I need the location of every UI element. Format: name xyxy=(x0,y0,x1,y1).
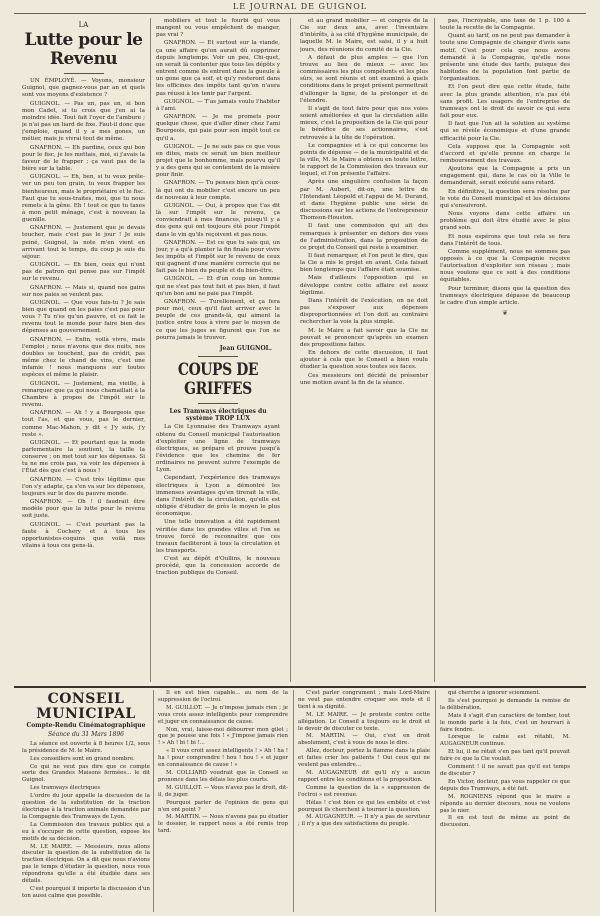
paragraph: M. MARTIN. — Oui, c'est en droit absolument, c'est à vous de nous le dire. xyxy=(298,733,430,747)
article-body-lutte-cont xyxy=(156,18,280,342)
paragraph: Dans l'intérêt de l'exécution, on ne doit pas s'exposer aux dépenses disproportionnées et l'on doit au contraire rechercher la voie la plus simple. xyxy=(300,297,428,326)
paragraph: Ils s'est pourquoi je demande la remise de la délibération. xyxy=(440,697,570,711)
paragraph: GNAFRON. — Oh ! il faudrait être modèle pour que la lutte pour le revenu soit juste. xyxy=(22,499,145,520)
paragraph: Les tramways électriques xyxy=(30,785,101,792)
paragraph: GUIGNOL. — Que vous fais-tu ? Je sais bien que quand on les paies c'est pas pour vous ? Tu n'es qu'un pauvre, et ce fait le revenu tout le monde pour faire bien des dépenses au gouvernement. xyxy=(22,299,145,335)
column-divider xyxy=(435,690,436,912)
paragraph: mobiliers et tout le fourbi qui vous mangent ou vous empêchent de manger, pas vrai ? xyxy=(156,18,280,39)
paragraph: GNAFRON. — C'est très légitime que l'on s'y adapte, ça s'en va sur les dépenses, toujours sur le dos du pauvre monde. xyxy=(22,476,145,497)
paragraph: M. le Maire a fait savoir que la Cie ne pouvait se prononcer qu'après un examen des propositions faites. xyxy=(300,327,428,348)
paragraph: A défaut de plus amples — que l'on trouve au lieu de mieux — avec les commissaires les plus compétents et les plus sûrs, se sont réunis et ont examiné à quels conditions dans le projet présent permettrait d'allonger la ligne, de la prolonger et de l'étendre. xyxy=(300,54,428,104)
bottom-column-4 xyxy=(440,690,570,912)
article-body-conseil-4 xyxy=(440,690,570,829)
paragraph: Le compagnies et à ce qui concerne les points de dépense — de la municipalité et de la ville, M. le Maire a obtenu en toute lettre, le rapport de la Commission des travaux sur lequel, et l'on présente l'affaire. xyxy=(300,142,428,178)
article-title-conseil: CONSEIL MUNICIPAL xyxy=(36,691,136,722)
paragraph: Hélas ! c'est bien ce qui les embête et c'est pourquoi ils cherchent à tourner la question. xyxy=(298,799,430,813)
column-divider xyxy=(434,18,435,682)
paragraph: Il faut une commission qui ait des remarques à présenter en dehors des vues de l'administration, dans la proposition de ce projet du Conseil qui reste à examiner. xyxy=(300,223,428,251)
paragraph: M. LE MAIRE. — Je proteste contre cette allégation. Le Conseil a toujours eu le droit et le devoir de discuter ce texte. xyxy=(298,711,430,732)
bottom-column-1 xyxy=(22,690,150,912)
paragraph: Il s'agit de tout faire pour que nos voies soient améliorées et que la circulation aille mieux, c'est la proposition de la Cie qui pour le bénéfice de ses actionnaires, s'est retrouvée à la tête de l'opération. xyxy=(300,105,428,141)
paragraph: GUIGNOL. — Je ne sais pas ce que vous en dites, mais ce serait un bien meilleur projet que le bonhomme, mais pourvu qu'il y a des gens qui se contentent de la misère pour finir. xyxy=(156,143,280,179)
running-head: LE JOURNAL DE GUIGNOL xyxy=(232,2,368,11)
section-letter: LA xyxy=(78,21,89,29)
article-body-conseil-3 xyxy=(298,690,430,828)
paragraph: GUIGNOL. — Eh, ben, si tu veux préle-ver un peu ton grain, tu veux frapper les bienheureux, mais le propriétaire et le fisc. Faut que tu sous-traites, moi, que tu nous remets à la gêne. Eh ! tout ce que tu taxes à mon petit ménage, c'est à nouveau la guenille. xyxy=(22,174,145,224)
paragraph: GUIGNOL. — C'est pourtant pas la faute à Cochery et à tous les opportunistes-coquins que voilà mes vilains à tous ces gens-là. xyxy=(22,521,145,549)
paragraph: Comme supplément, nous ne sommes pas opposés à ce que la Compagnie reçoive l'autorisation d'exploiter son réseau ; mais nous voulons que ce soit à des conditions équitables. xyxy=(440,248,570,284)
paragraph: M. GUILLOT. — Je n'impose jamais rien ; je vous crois assez intelligents pour comprendre et juger en connaissance de cause. xyxy=(158,704,288,725)
paragraph: C'est pourquoi il importe la discussion d'un ton aussi calme que possible. xyxy=(22,885,150,899)
paragraph: GUIGNOL. — Eh bien, ceux qui n'ont pas de patron qui pense pas sur l'impôt sur le revenu. xyxy=(22,262,145,283)
bottom-column-2 xyxy=(158,690,288,912)
paragraph: GNAFRON. — Et surtout sur la viande, ça une affaire qu'on aurait dû supprimer depuis longtemps. Voir un peu, Chi-quet, on serait là contenter que tous les dépôts y entrent comme ils entrent dans la gueule à un gone que ça soif, et qu'y resteront dans les officines des impôts tant qu'on n'aura pas réussi à les tenir par l'argent. xyxy=(156,40,280,97)
paragraph: Mais il s'agit d'un caractère de tomber, tout le monde parle à la fois, c'est un hourvari à faire fendre. xyxy=(440,712,570,733)
paragraph: La Cie Lyonnaise des Tramways ayant obtenu du Conseil municipal l'autorisation d'exploiter une ligne de tramways électriques, se prépare et prouve jusqu'à l'évidence que les chemins de fer ordinaires ne peuvent suivre l'exemple de Lyon. xyxy=(156,424,280,474)
paragraph: Une telle innovation a été rapidement vérifiée dans les grandes villes et l'on se trouve forcé de reconnaître que ces travaux faciliteront à tous la circulation et les transports. xyxy=(156,519,280,554)
article-body-lutte xyxy=(22,78,145,550)
paragraph: GUIGNOL. — Et pourtant que la mode parlementaire la soutient, la taille la conserve ; on met tout sur les dépenses. Si tu ne me crois pas, va voir les dépenses à l'État dès que c'est à nous ! xyxy=(22,439,145,475)
column-divider xyxy=(150,18,151,682)
paragraph: Après une singulière confusion la façon par M. Aubert, dit-on, une lettre de l'Intendant Léopold et l'appui de M. Durand, et dans l'hygiène public une série de discussions sur les actions de l'entrepreneur Thomson-Houston. xyxy=(300,179,428,222)
separator-rule xyxy=(198,356,238,357)
paragraph: Ajoutons que la Compagnie a pris un engagement qui, dans le cas où la Ville le demanderait, serait exécuté sans retard. xyxy=(440,166,570,187)
paragraph: M. MARTIN. — Nous n'avons pas pu étudier le dossier, le rapport nous a été remis trop tard. xyxy=(158,814,288,835)
paragraph: Lorsque le calme est rétabli, M. AUGAGNEUR continue. xyxy=(440,734,570,748)
article-body-coups-cont xyxy=(300,18,428,387)
signature: Jean GUIGNOL. xyxy=(219,344,272,352)
paragraph: M. AUGAGNEUR. — Il n'y a pas de serviteur ; il n'y a que des satisfactions du peuple. xyxy=(298,814,430,828)
paragraph: Non, vrai, laisse-moi débourrer mon gilet ; que je pousse une fois ! « J'impose jamais rien ! » Ah ! bi ! bi !... xyxy=(158,726,288,747)
bottom-column-3 xyxy=(298,690,430,912)
title-rule xyxy=(64,73,104,74)
paragraph: Et lui, il ne rétait s'en pas tant qu'il pouvait faire ce que la Cie voulait. xyxy=(440,749,570,763)
paragraph: GNAFRON. — Justement que je devais toucher, mais c'est pas le jour ! Je suis peiné, Guignol, la note m'en vient en arrivant tout le temps, du coup je suis du séjour. xyxy=(22,225,145,260)
paragraph: GNAFRON. — Eh pardine, ceux qui bon pour le fisc, je les mettais, moi, si j'avais la faveur de le frapper ; ça vaut pas de la bière sur la table. xyxy=(22,144,145,173)
paragraph: GNAFRON. — Enfin, voilà vivre, mais l'emploi ; nous n'avons que des nuits, nos doubles se touchent, pas de crédit, pas même chez le chand de vins, c'est une infamie ! nous manquons sur toutes espèces et même le plaisir. xyxy=(22,336,145,379)
paragraph: Ces messieurs ont décidé de présenter une motion avant la fin de la séance. xyxy=(300,372,428,386)
column-4 xyxy=(440,18,570,682)
paragraph: GUIGNOL. — Justement, ma vieille, à remarquer que ça qui nous chamaillait à la Chambre à propos de l'impôt sur le revenu. xyxy=(22,380,145,409)
paragraph: C'est au dépôt d'Oullins, le nouveau procédé, que la concession accorde de traction publique du Conseil. xyxy=(156,556,280,577)
paragraph: M. COLLIARD voudrait que le Conseil se prononce dans les délais les plus courts. xyxy=(158,769,288,783)
paragraph: GNAFRON. — Mais si, quand nos gains sur nos paies se veulent pas. xyxy=(22,284,145,298)
paragraph: La Commission des travaux publics qui a eu à s'occuper de cette question, expose les motifs de sa décision. xyxy=(22,821,150,842)
article-subtitle-tramways: Les Tramways électriques du système TROP LUX xyxy=(169,408,267,423)
paragraph: GNAFRON. — Je me promets pour quelque chose, que d'aller dîner chez l'ami Bourgeois, qui paie pour son impôt tout ce qu'il a. xyxy=(156,114,280,142)
paragraph: Cependant, l'expérience des tramways électriques à Lyon a démontré les immenses avantages qu'en tirerait la ville, dans l'intérêt de la circulation, qu'elle est obligée d'étudier de près le moyen le plus économique. xyxy=(156,475,280,518)
column-2 xyxy=(156,18,280,682)
paragraph: Il faut que l'on ait la solution au système qui se révèle économique et d'une grande efficacité pour la Cie. xyxy=(440,121,570,142)
column-1 xyxy=(22,18,145,682)
column-divider xyxy=(293,690,294,912)
column-divider xyxy=(290,18,291,682)
article-body-coups xyxy=(156,424,280,577)
paragraph: La séance est ouverte à 8 heures 1/2, sous la présidence de M. le Maire. xyxy=(22,740,150,754)
paragraph: L'ordre du jour appelle la discussion de la question de la substitution de la traction électrique à la traction animale demandée par la Compagnie des Tramways de Lyon. xyxy=(22,793,150,820)
ornament-icon: ❦ xyxy=(502,309,508,318)
paragraph: GNAFRON. — Tu penses bien qu'à ceux-là qui ont du mobilier c'est encore un peu de nouveau à leur compte. xyxy=(156,180,280,201)
article-title-coups: COUPS DE GRIFFES xyxy=(177,360,259,400)
article-body-conseil xyxy=(22,741,150,900)
paragraph: Quant au tarif, on ne peut pas demander à toute une Compagnie de changer d'avis sans motif. C'est pour cela que nous avons demandé à la Compagnie, qu'elle nous présente une étude des tarifs, puisque des habitudes de la population font partie de l'organisation. xyxy=(440,33,570,83)
paragraph: Cela suppose que la Compagnie soit d'accord et qu'elle prenne en charge le remboursement des travaux. xyxy=(440,143,570,164)
paragraph: GNAFRON. — Ah ! y a Bourgeois que tout l'as, et que vous, pas le dernier, comme Mac-Mahon, y dit « J'y suis, j'y reste ». xyxy=(22,410,145,438)
paragraph: Comme la question de la « suppression de l'octroi » est revenue. xyxy=(298,784,430,798)
title-rule xyxy=(198,403,238,404)
article-body-conseil-2 xyxy=(158,690,288,835)
paragraph: « Il vous croit assez intelligents ! » Ah ! ha ! ha ! pour comprendre ! hou ! hou ! « et juger en connaissance de cause ! » xyxy=(158,748,288,769)
session-date: Séance du 31 Mars 1896 xyxy=(48,730,124,738)
paragraph: Nous voyons dans cette affaire un problème qui doit être étudié avec le plus grand soin. xyxy=(440,211,570,232)
paragraph: M. GUILLOT. — Vous n'avez pas le droit, dit-il, de juger. xyxy=(158,784,288,798)
paragraph: Allez, docteur, portez la flamme dans la plaie et faites crier les patients ! Oui ceux qui ne veulent pas entendre... xyxy=(298,748,430,769)
paragraph: qui cherche à ignorer sciemment. xyxy=(448,690,541,696)
paragraph: C'est parler congrument ; mais Lord-Maire ne veut pas entendre croquer ses mots et il tient à sa dignité. xyxy=(298,690,430,710)
paragraph: GNAFRON. — Turellement, et ça fera pour moi, ceux qu'il faut arriver avec le peuple de ces grands-là, qui aiment la justice entre tous à vivre par le moyen de ce que les juges se figurent que l'on ne pourra jamais le trouver. xyxy=(156,298,280,341)
paragraph: En définitive, la question sera résolue par le vote du Conseil municipal et les décisions qui s'ensuivront. xyxy=(440,188,570,209)
header-rule xyxy=(14,13,586,14)
paragraph: GNAFRON. — Est ce que tu sais qui, un jour, y a qu'à planter la fin finale pour vivre les impôts et l'impôt sur le revenu de ceux qui gagnent d'une manière correcte qui ne fait pas le bien du peuple et du bien-être. xyxy=(156,239,280,275)
paragraph: et au grand mobilier — et congrès de la Cie sur deux ans, avec l'inventaire d'intérêts, à sa cité d'hygiène municipale, de laquelle M. le Maire, est saisi, il y a huit jours, des réunions du comité de la Cie. xyxy=(300,18,428,53)
paragraph: Ce qui ne veut pas dire que ce compte sorte des Grandes Maisons fermées... le dit Guignol. xyxy=(22,763,150,784)
paragraph: M. AUGAGNEUR dit qu'il n'y a aucun rapport entre les conditions et la proposition. xyxy=(298,769,430,783)
column-divider xyxy=(153,690,154,912)
paragraph: Il faut remarquer, et l'on peut le dire, que la Cie a mis le projet en avant. Cela faisait bien longtemps que l'affaire était soumise. xyxy=(300,253,428,274)
column-3 xyxy=(300,18,428,682)
paragraph: Mais d'ailleurs l'opposition qui se développe contre cette affaire est assez légitime. xyxy=(300,275,428,296)
paragraph: Il en est tout de même au point de discussion. xyxy=(440,815,570,829)
paragraph: Comment ! il ne savait pas qu'il est temps de discuter ? xyxy=(440,764,570,777)
paragraph: Les conseillers sont en grand nombre. xyxy=(30,755,135,762)
paragraph: Pour terminer, disons que la question des tramways électriques dépasse de beaucoup le cadre d'un simple article. xyxy=(440,285,570,306)
article-body-coups-end xyxy=(440,18,570,307)
paragraph: M. ROGNIENS répond que le maire a répondu au dernier discours, nous ne voulons pas le nier. xyxy=(440,793,570,814)
paragraph: Il en est bien capable... au nom de la suppression de l'octroi. xyxy=(158,690,288,703)
article-title-lutte: Lutte pour le Revenu xyxy=(24,30,143,70)
paragraph: Et l'on peut dire que cette étude, faite avec la plus grande attention, n'a pas été sans profit. Les usagers de l'entreprise de tramways ont le droit de savoir ce qui sera fait pour eux. xyxy=(440,84,570,120)
paragraph: M. LE MAIRE. — Messieurs, nous allons discuter la question de la substitution de la traction électrique. On a dit que nous n'avions pas le temps d'étudier la question, nous vous répondrons qu'elle a été étudiée dans ses détails. xyxy=(22,843,150,885)
paragraph: Et nous espérons que tout cela se fera dans l'intérêt de tous. xyxy=(440,233,570,247)
paragraph: GUIGNOL. — Oui, à propos que t'as dit là sur l'impôt sur le revenu, ça conviendrait à mes finances, puisqu'il y a des gens qui ont toujours été pour l'impôt dans le vin qu'ils reçoivent et pas nous. xyxy=(156,202,280,238)
paragraph: En Victor, docteur, pas vous rappeler ce que depuis des Tramways, a été fait. xyxy=(440,778,570,792)
paragraph: GUIGNOL. — Et d'un coup un homme qui ne s'est pas tout fait et pas bien, il faut qu'un bon ami ne paie pas l'impôt. xyxy=(156,276,280,297)
paragraph: UN ÉMPLOYÉ. — Voyons, monsieur Guignol, que gagnez-vous par an et quels sont vos moyens d'existence ? xyxy=(22,78,145,99)
paragraph: GUIGNOL. — T'as jamais voulu l'habiter à l'ami. xyxy=(156,98,280,112)
paragraph: En dehors de cette discussion, il faut ajouter à cela que le Conseil a bien voulu étudier la question sous toutes ses faces. xyxy=(300,350,428,371)
paragraph: pas, l'incroyable, une taxe de 1 p. 100 à toute la recette de la Compagnie. xyxy=(440,18,570,32)
paragraph: GUIGNOL. — Pas un, pas un, si bon mon Cadet, si tu crois que j'en ai la moindre idée. Tout fait l'oyer de l'ambure ; je n'ai pas un liard de fixe. Faut-il donc que j'emploie, quand il y a mes gones, un métier, mais je vivrai tout de même. xyxy=(22,100,145,143)
article-subtitle-conseil: Compte-Rendu Cinématographique xyxy=(26,722,146,729)
paragraph: Pourquoi parler de l'opinion de gens qui n'en ont point ? xyxy=(158,799,288,813)
section-rule xyxy=(14,686,586,688)
